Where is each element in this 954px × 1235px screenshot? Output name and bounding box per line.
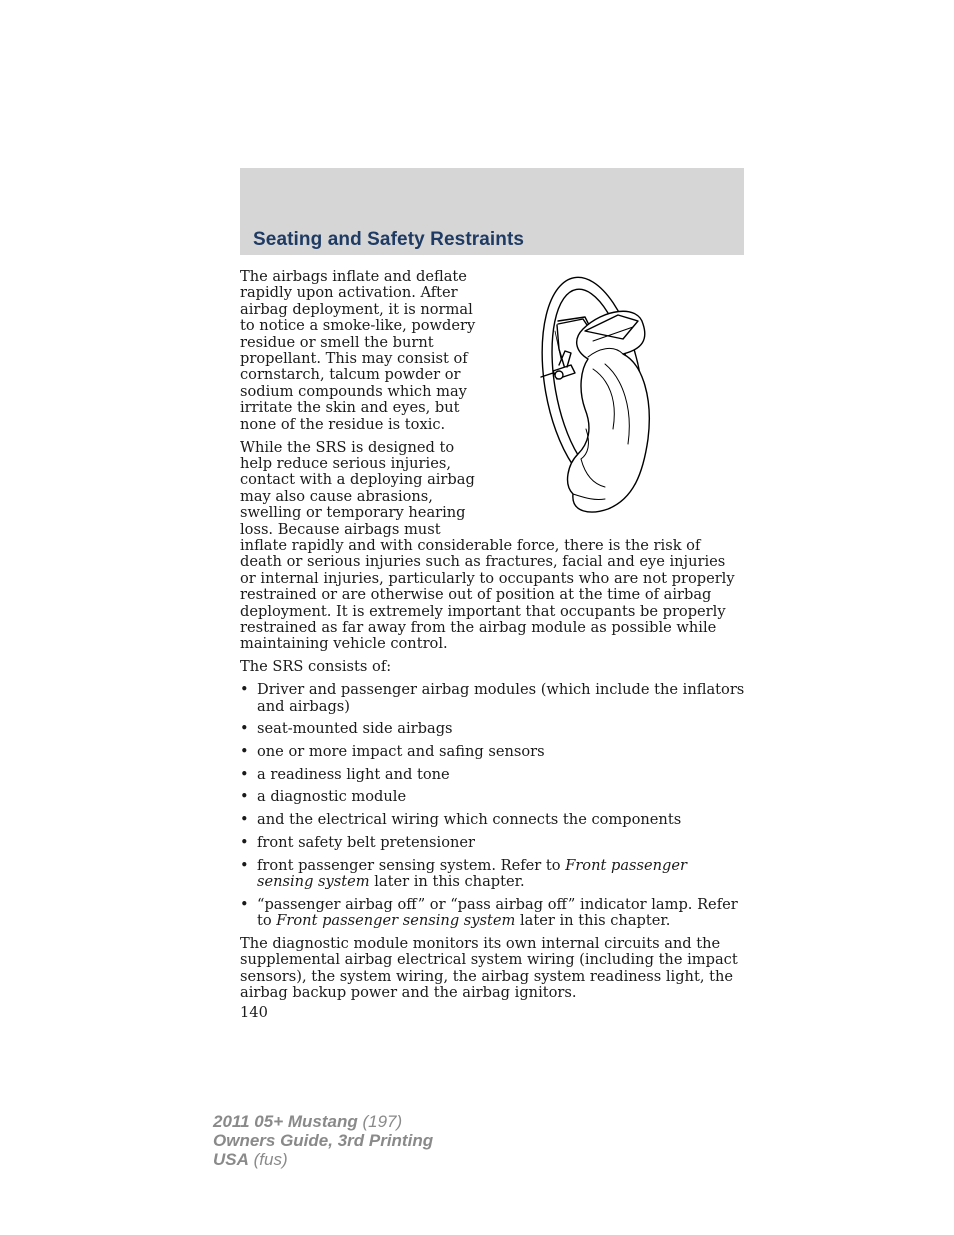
airbag-deployment-illustration [493, 269, 745, 525]
page-body [240, 269, 745, 1021]
cross-reference: Front passenger sensing system [276, 912, 516, 930]
list-item: • a readiness light and tone [240, 765, 450, 783]
list-item: • seat-mounted side airbags [240, 720, 453, 738]
paragraph-diagnostic-module: The diagnostic module monitors its own internal circuits and the supplemental airbag electrical system wiring (including the impact sensors), the system wiring, the airbag system readiness light, the airbag backup power and the airbag ignitors. [240, 935, 738, 1002]
list-item: • Driver and passenger airbag modules (which include the inflators and airbags) [240, 681, 745, 715]
list-item: • and the electrical wiring which connects the components [240, 811, 682, 829]
section-title: Seating and Safety Restraints [253, 229, 525, 250]
footer-line-region: USA (fus) [213, 1150, 288, 1169]
page-number: 140 [240, 1003, 268, 1021]
list-item: • one or more impact and safing sensors [240, 743, 545, 761]
list-item: • front safety belt pretensioner [240, 833, 476, 851]
paragraph-srs-consists: The SRS consists of: [240, 658, 392, 676]
footer-line-model: 2011 05+ Mustang (197) [213, 1112, 403, 1131]
list-item: • a diagnostic module [240, 788, 407, 806]
footer-line-guide: Owners Guide, 3rd Printing [213, 1131, 434, 1150]
list-item: • “passenger airbag off” or “pass airbag off” indicator lamp. Refer to Front passenger sensing system later in this chapter. [240, 895, 738, 930]
list-item: • front passenger sensing system. Refer to Front passenger sensing system later in this chapter. [240, 856, 687, 890]
document-footer [213, 1112, 433, 1169]
paragraph-residue: The airbags inflate and deflate rapidly upon activation. After airbag deployment, it is normal to notice a smoke-like, powdery residue or smell the burnt propellant. This may consist of cornstarch, talcum powder or sodium compounds which may irritate the skin and eyes, but none of the residue is toxic. [240, 268, 476, 433]
paragraph-injury-risk: While the SRS is designed to help reduce serious injuries, contact with a deploying airbag may also cause abrasions, swelling or temporary hearing loss. Because airbags must inflate rapidly and with considerable force, there is the risk of death or serious injuries such as fractures, facial and eye injuries or internal injuries, particularly to occupants who are not properly restrained or are otherwise out of position at the time of airbag deployment. It is extremely important that occupants be properly restrained as far away from the airbag module as possible while maintaining vehicle control. [240, 438, 735, 653]
srs-components-list [240, 682, 745, 929]
cross-reference: Front passenger sensing system [257, 856, 687, 890]
